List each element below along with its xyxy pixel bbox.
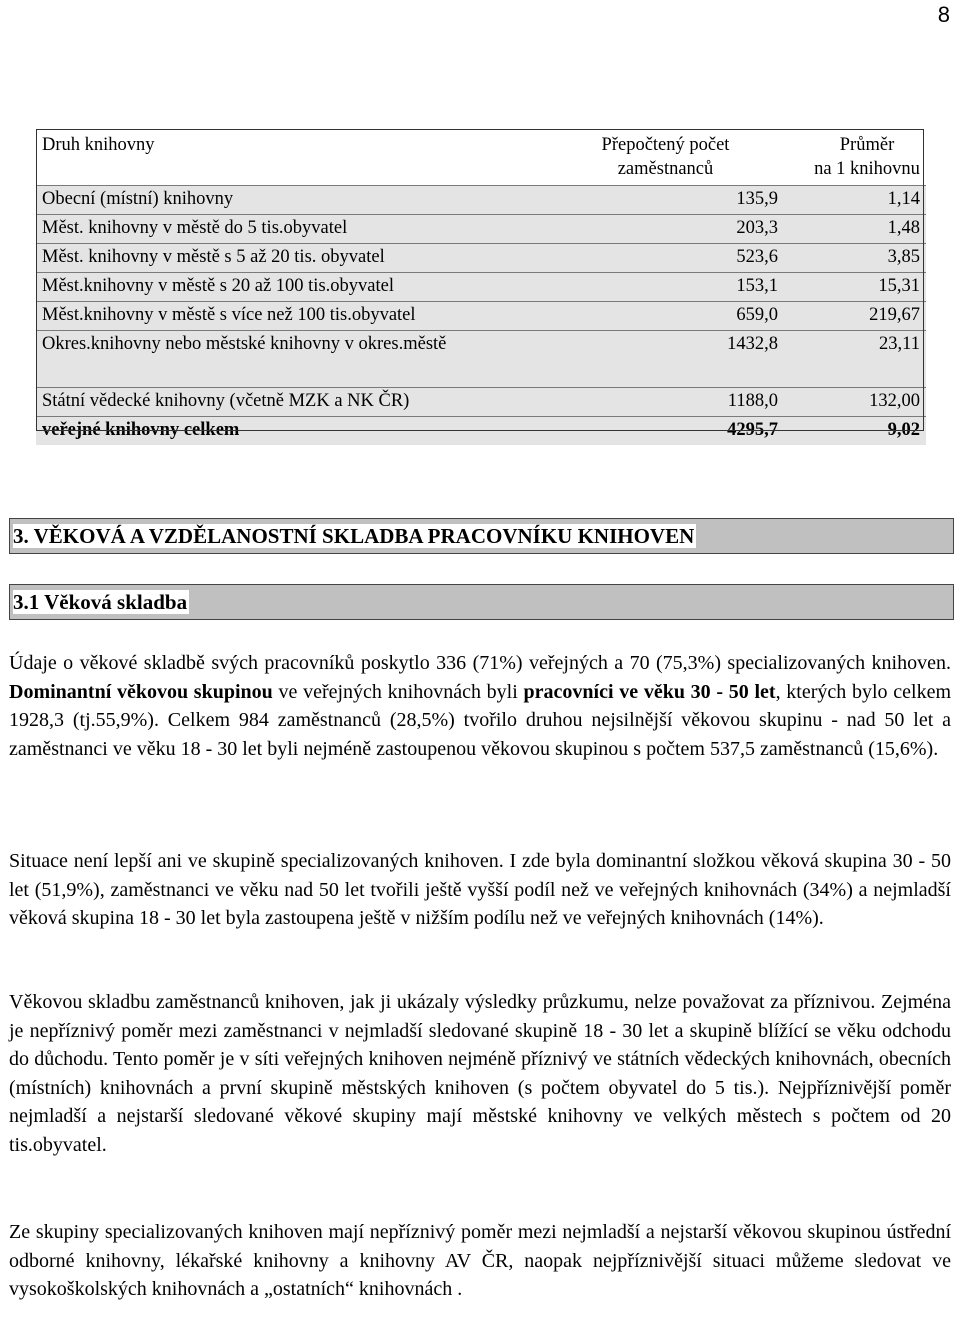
table-row [36,273,926,302]
row-avg: 1,48 [784,215,926,244]
staff-table [36,129,926,445]
header-staff-count [547,129,784,186]
row-type: Obecní (místní) knihovny [36,186,547,215]
header-avg-line2: na 1 knihovnu [814,159,920,179]
row-avg: 15,31 [784,273,926,302]
p1-part-c: ve veřejných knihovnách byli [272,680,524,703]
row-staff: 523,6 [547,244,784,273]
header-avg-line1: Průměr [839,135,895,155]
p1-bold-age: pracovníci ve věku 30 - 50 let [523,680,776,703]
p1-part-a: Údaje o věkové skladbě svých pracovníků poskytlo 336 (71%) veřejných a 70 (75,3%) specializovaných knihoven. [9,652,951,674]
header-average [784,129,926,186]
row-avg: 23,11 [784,331,926,388]
table-row [36,388,926,417]
subsection-heading-text: 3.1 Věková skladba [13,590,188,614]
table-row [36,244,926,273]
table-row [36,215,926,244]
table-row [36,302,926,331]
row-type: Měst. knihovny v městě do 5 tis.obyvatel [36,215,547,244]
row-staff: 1188,0 [547,388,784,417]
subsection-heading [9,584,954,620]
page-number: 8 [937,2,950,27]
paragraph-age-public [9,649,951,763]
total-staff: 4295,7 [547,417,784,446]
section-heading [9,518,954,554]
row-avg: 1,14 [784,186,926,215]
row-type: Měst.knihovny v městě s více než 100 tis.obyvatel [36,302,547,331]
header-staff-line1: Přepočtený počet [601,135,730,155]
row-type: Měst. knihovny v městě s 5 až 20 tis. obyvatel [36,244,547,273]
row-staff: 153,1 [547,273,784,302]
header-library-type: Druh knihovny [36,129,547,186]
row-avg: 3,85 [784,244,926,273]
total-type: veřejné knihovny celkem [36,417,547,446]
p1-bold-dominant: Dominantní věkovou skupinou [9,680,273,703]
paragraph-assessment: Věkovou skladbu zaměstnanců knihoven, jak ji ukázaly výsledky průzkumu, nelze považovat za příznivou. Zejména je nepříznivý poměr mezi zaměstnanci v nejmladší sledované skupině 18 - 30 let a skupině blížící se věku odchodu do důchodu. Tento poměr je v síti veřejných knihoven nejméně příznivý ve státních vědeckých knihovnách, obecních (místních) knihovnách a první skupině městských knihoven (s počtem obyvatel do 5 tis.). Nejpříznivější poměr nejmladší a nejstarší sledované věkové skupiny mají městské knihovny ve velkých městech s počtem od 20 tis.obyvatel. [9,991,951,1156]
row-type: Okres.knihovny nebo městské knihovny v okres.městě [36,331,547,388]
row-staff: 659,0 [547,302,784,331]
row-staff: 203,3 [547,215,784,244]
row-avg: 219,67 [784,302,926,331]
row-avg: 132,00 [784,388,926,417]
row-staff: 135,9 [547,186,784,215]
row-staff: 1432,8 [547,331,784,388]
table-row [36,186,926,215]
table-row [36,331,926,388]
section-heading-text: 3. VĚKOVÁ A VZDĚLANOSTNÍ SKLADBA PRACOVNÍKU KNIHOVEN [13,524,695,548]
p1-part-e: , kterých bylo celkem 1928,3 (tj.55,9%). Celkem 984 zaměstnanců (28,5%) tvořilo druhou nejsilnější věkovou skupinu - nad 50 let a zaměstnanci ve věku 18 - 30 let byli nejméně zastoupenou věkovou skupinou s počtem 537,5 zaměstnanců (15,6%). [9,680,952,760]
row-type: Státní vědecké knihovny (včetně MZK a NK ČR) [36,388,547,417]
total-avg: 9,02 [784,417,926,446]
row-type: Měst.knihovny v městě s 20 až 100 tis.obyvatel [36,273,547,302]
paragraph-specialized-groups: Ze skupiny specializovaných knihoven mají nepříznivý poměr mezi nejmladší a nejstarší věkovou skupinou ústřední odborné knihovny, lékařské knihovny a knihovny AV ČR, naopak nejpříznivější situaci můžeme sledovat ve vysokoškolských knihovnách a „ostatních“ knihovnách . [9,1221,951,1300]
table-total-row [36,417,926,446]
table-header-row [36,129,926,186]
paragraph-specialized: Situace není lepší ani ve skupině specializovaných knihoven. I zde byla dominantní složkou věková skupina 30 - 50 let (51,9%), zaměstnanci ve věku nad 50 let tvořili ještě vyšší podíl než ve veřejných knihovnách (34%) a nejmladší věková skupina 18 - 30 let byla zastoupena ještě v nižším podílu než ve veřejných knihovnách (14%). [9,850,951,929]
header-staff-line2: zaměstnanců [617,159,714,179]
